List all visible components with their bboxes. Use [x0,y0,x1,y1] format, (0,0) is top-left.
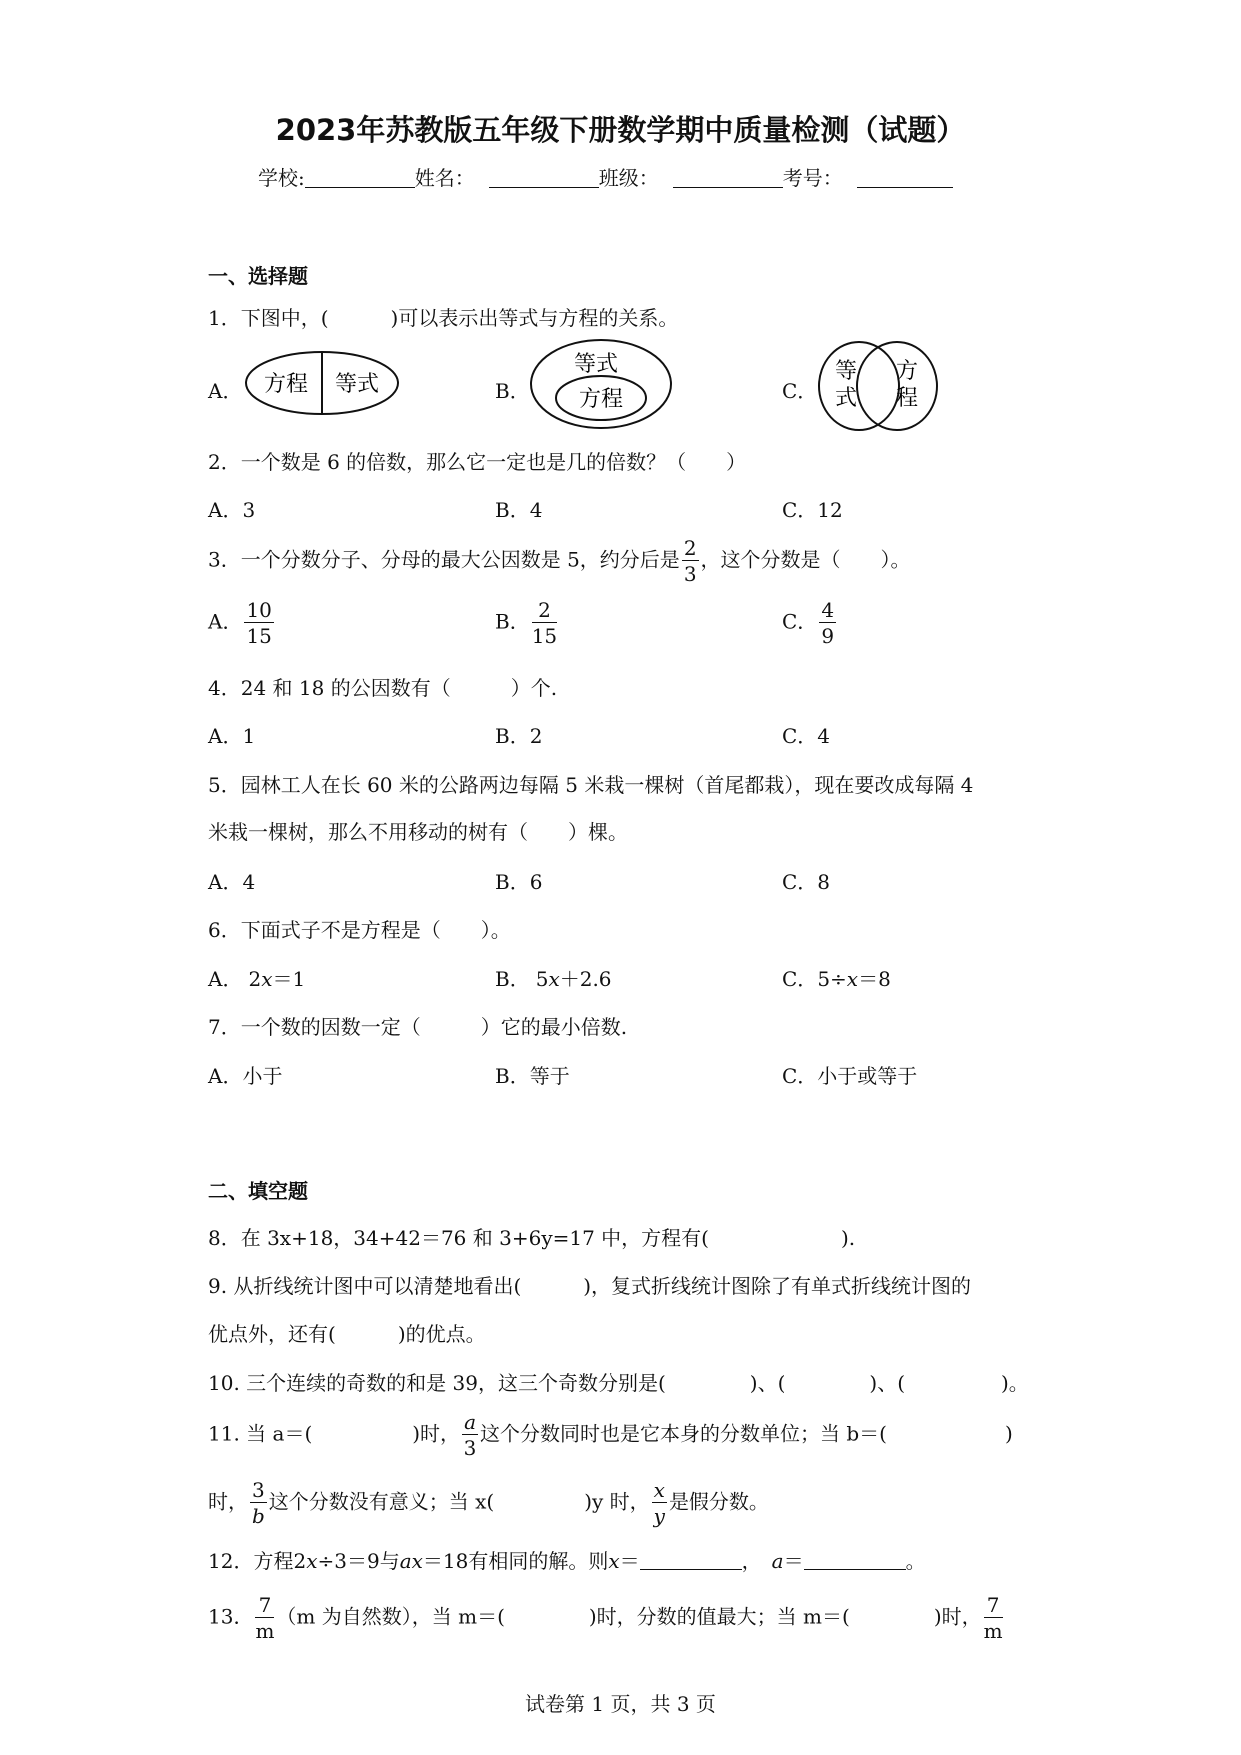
q1-option-c-diagram [814,338,940,434]
q11-fraction-a-3: $\frac{a}{3}$ [463,1410,477,1460]
question-1 [208,302,678,331]
q1c-deng-label: 等 [834,359,858,384]
q1-option-a-label[interactable]: A． [208,379,243,403]
q6-option-c[interactable]: C．5÷x＝8 [782,967,891,991]
q3-text-pre: 3．一个分数分子、分母的最大公因数是 5，约分后是 [208,547,680,572]
q3-text-post: ，这个分数是（ ）。 [700,547,911,572]
q7-option-b[interactable]: B．等于 [495,1064,570,1088]
q3-option-a[interactable]: A． $\frac{10}{15}$ [208,598,272,648]
class-label: 班级： [598,166,659,190]
question-2: 2．一个数是 6 的倍数，那么它一定也是几的倍数？（ ） [208,450,747,474]
question-3 [208,538,911,584]
q1b-dengshi-label: 等式 [573,352,619,377]
q1-option-b-diagram [528,337,674,431]
q3-option-c-fraction: $\frac{4}{9}$ [821,598,835,648]
school-blank[interactable] [305,167,415,188]
q11-fraction-x-y: $\frac{x}{y}$ [653,1478,665,1528]
exam-no-label: 考号： [782,166,843,190]
q6-option-a[interactable]: A． 2x＝1 [208,967,306,991]
q3-option-a-fraction: $\frac{10}{15}$ [246,598,272,648]
question-6: 6．下面式子不是方程是（ ）。 [208,918,511,942]
q4-option-c[interactable]: C．4 [782,724,831,748]
exam-no-blank[interactable] [857,167,953,188]
q1c-fang-label: 方 [895,359,919,384]
q3-option-b-fraction: $\frac{2}{15}$ [531,598,558,648]
q5-option-a[interactable]: A．4 [208,870,256,894]
section-choice-title: 一、选择题 [208,264,308,288]
q13-fraction-7-m-2: $\frac{7}{m}$ [983,1593,1003,1643]
q13-fraction-7-m: $\frac{7}{m}$ [255,1593,275,1643]
q5-option-c[interactable]: C．8 [782,870,831,894]
page-title: 2023年苏教版五年级下册数学期中质量检测（试题） [275,113,966,147]
student-info-line [258,162,953,191]
question-4: 4．24 和 18 的公因数有（ ）个. [208,676,558,700]
q1c-shi-label: 式 [834,386,858,411]
question-9-line-1: 9. 从折线统计图中可以清楚地看出( )，复式折线统计图除了有单式折线统计图的 [208,1274,972,1298]
question-5-line-2: 米栽一棵树，那么不用移动的树有（ ）棵。 [208,820,628,844]
q3-fraction: $\frac{2}{3}$ [683,536,697,586]
q4-option-a[interactable]: A．1 [208,724,256,748]
school-label: 学校: [258,166,305,190]
q1c-cheng-label: 程 [895,386,919,411]
q3-option-b[interactable]: B． $\frac{2}{15}$ [495,598,558,648]
q2-option-a[interactable]: A．3 [208,498,256,522]
q3-option-c[interactable]: C． $\frac{4}{9}$ [782,598,835,648]
q1b-fangcheng-label: 方程 [578,387,624,412]
section-fill-title: 二、填空题 [208,1179,308,1203]
name-blank[interactable] [489,167,599,188]
q11-fraction-3-b: $\frac{3}{b}$ [251,1478,265,1528]
q1-text-pre: 1．下图中，( [208,306,329,330]
question-9-line-2: 优点外，还有( )的优点。 [208,1322,486,1346]
question-8: 8．在 3x+18，34+42＝76 和 3+6y=17 中，方程有( ). [208,1226,856,1250]
q4-option-b[interactable]: B．2 [495,724,543,748]
q1a-dengshi-label: 等式 [334,372,380,397]
page-footer: 试卷第 1 页，共 3 页 [525,1692,716,1716]
question-11-line-1: 11. 当 a＝( )时， $\frac{a}{3}$ 这个分数同时也是它本身的分数单位；当 b＝( ) [208,1410,1013,1460]
q1-option-a-diagram [242,347,402,419]
question-11-line-2: 时， $\frac{3}{b}$ 这个分数没有意义；当 x( )y 时， $\frac{x}{y}$ 是假分数。 [208,1478,769,1528]
class-blank[interactable] [673,167,783,188]
name-label: 姓名： [414,166,475,190]
q7-option-a[interactable]: A．小于 [208,1064,283,1088]
q12-x-blank[interactable] [640,1551,742,1570]
q12-a-blank[interactable] [804,1551,906,1570]
question-12: 12．方程2x÷3＝9与ax＝18有相同的解。则x＝ ， a＝ 。 [208,1549,926,1573]
q6-option-b[interactable]: B． 5x＋2.6 [495,967,612,991]
q1a-fangcheng-label: 方程 [263,372,309,397]
q1-text-post: )可以表示出等式与方程的关系。 [390,306,679,330]
q1-option-b-label[interactable]: B． [495,379,530,403]
question-13: 13． $\frac{7}{m}$ （m 为自然数），当 m＝( )时，分数的值最大；当 m＝( )时， $\frac{7}{m}$ [208,1593,1003,1643]
question-5-line-1: 5．园林工人在长 60 米的公路两边每隔 5 米栽一棵树（首尾都栽），现在要改成每隔 4 [208,773,974,797]
q1-option-c-label[interactable]: C． [782,379,818,403]
q2-option-c[interactable]: C．12 [782,498,843,522]
question-10: 10. 三个连续的奇数的和是 39，这三个奇数分别是( )、( )、( )。 [208,1371,1029,1395]
q5-option-b[interactable]: B．6 [495,870,543,894]
q2-option-b[interactable]: B．4 [495,498,543,522]
question-7: 7．一个数的因数一定（ ）它的最小倍数. [208,1015,628,1039]
q7-option-c[interactable]: C．小于或等于 [782,1064,918,1088]
